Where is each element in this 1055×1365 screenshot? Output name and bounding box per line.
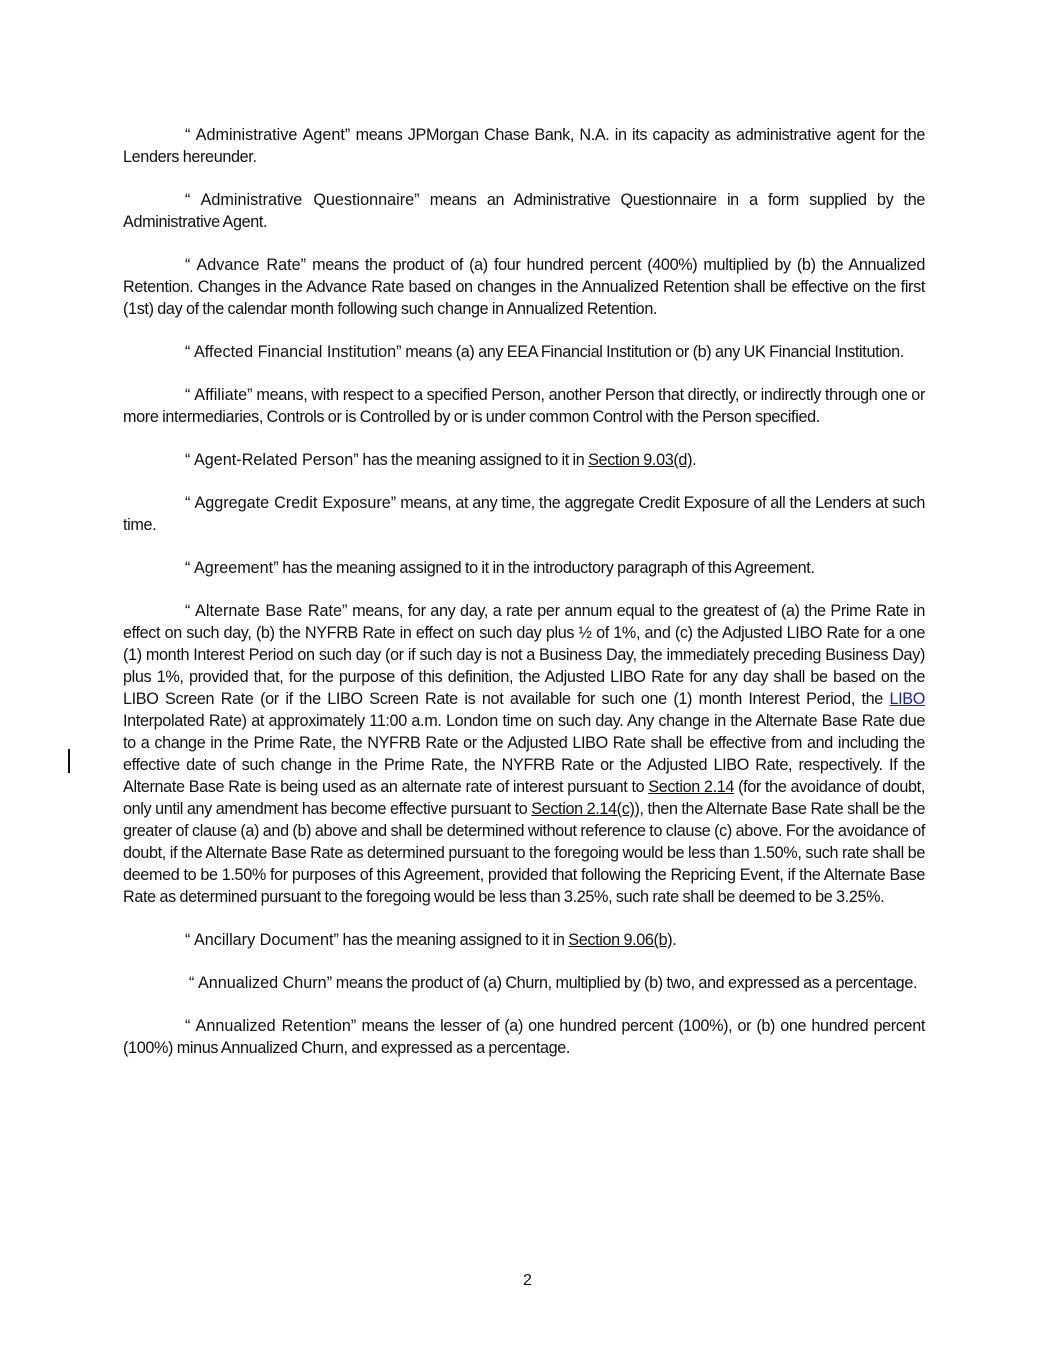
defined-term: “ Annualized Retention” [185,1017,357,1035]
section-reference: Section 2.14(c) [531,800,635,818]
definition-advance-rate [123,254,925,320]
defined-term: “ Advance Rate” [185,256,306,274]
definition-aggregate-credit-exposure [123,492,925,536]
libo-link[interactable]: LIBO [889,690,925,708]
page-number: 2 [523,1272,532,1289]
definition-text: has the meaning assigned to it in [338,931,569,949]
defined-term: “ Ancillary Document” [185,931,339,949]
definition-agent-related-person: “ Agent-Related Person” has the meaning assigned to it in Section 9.03(d). [185,451,697,469]
revision-change-bar [68,749,70,773]
definition-administrative-questionnaire [123,189,925,233]
defined-term: “ Annualized Churn” [189,974,333,992]
definition-text: has the meaning assigned to it in [358,451,589,469]
definition-text: means (a) any EEA Financial Institution or (b) any UK Financial Institution. [401,343,904,361]
section-reference: Section 2.14 [648,778,735,796]
section-reference: Section 9.06(b) [568,931,673,949]
document-page [123,124,925,1080]
definition-text: means, for any day, a rate per annum equal to the greatest of (a) the Prime Rate in effect on such day, (b) the NYFRB Rate in effect on such day plus ½ of 1%, and (c) the Adjusted LIBO Rate for a one (1) month Interest Period on such day (or if such day is not a Business Day, the immediately preceding Business Day) plus 1%, provided that, for the purpose of this definition, the Adjusted LIBO Rate for any day shall be based on the LIBO Screen Rate (or if the LIBO Screen Rate is not available for such one (1) month Interest Period, the [123,602,925,708]
defined-term: “ Alternate Base Rate” [185,602,348,620]
definition-annualized-retention [123,1015,925,1059]
defined-term: “ Administrative Agent” [185,126,351,144]
definition-administrative-agent [123,124,925,168]
section-reference: Section 9.03(d) [588,451,693,469]
defined-term: “ Administrative Questionnaire” [185,191,420,209]
definition-annualized-churn [123,972,925,994]
defined-term: “ Agent-Related Person” [185,451,359,469]
definition-affiliate [123,384,925,428]
definition-text: means the product of (a) Churn, multiplied by (b) two, and expressed as a percentage. [332,974,918,992]
definition-text: means an Administrative Questionnaire in a form supplied by the Administrative Agent. [123,191,926,231]
definition-affected-financial-institution [123,341,925,363]
defined-term: “ Aggregate Credit Exposure” [185,494,397,512]
definition-text: means, with respect to a specified Person, another Person that directly, or indirectly through one or more intermediaries, Controls or is Controlled by or is under common Control with the Person specified. [123,386,925,426]
definition-text: means JPMorgan Chase Bank, N.A. in its capacity as administrative agent for the Lenders hereunder. [123,126,926,166]
defined-term: “ Affiliate” [185,386,253,404]
definition-text: means, at any time, the aggregate Credit Exposure of all the Lenders at such time. [123,494,926,534]
definition-agreement [123,557,925,579]
defined-term: “ Agreement” [185,559,279,577]
definition-alternate-base-rate: “ Alternate Base Rate” means, for any day, a rate per annum equal to the greatest of (a) the Prime Rate in effect on such day, (b) the NYFRB Rate in effect on such day plus ½ of 1%, and (c) the Adjusted LIBO Rate for a one (1) month Interest Period on such day (or if such day is not a Business Day, the immediately preceding Business Day) plus 1%, provided that, for the purpose of this definition, the Adjusted LIBO Rate for any day shall be based on the LIBO Screen Rate (or if the LIBO Screen Rate is not available for such one (1) month Interest Period, the LIBO Interpolated Rate) at approximately 11:00 a.m. London time on such day. Any change in the Alternate Base Rate due to a change in the Prime Rate, the NYFRB Rate or the Adjusted LIBO Rate shall be effective from and including the effective date of such change in the Prime Rate, the NYFRB Rate or the Adjusted LIBO Rate, respectively. If the Alternate Base Rate is being used as an alternate rate of interest pursuant to Section 2.14 (for the avoidance of doubt, only until any amendment has become effective pursuant to Section 2.14(c)), then the Alternate Base Rate shall be the greater of clause (a) and (b) above and shall be determined without reference to clause (c) above. For the avoidance of doubt, if the Alternate Base Rate as determined pursuant to the foregoing would be less than 1.50%, such rate shall be deemed to be 1.50% for purposes of this Agreement, provided that following the Repricing Event, if the Alternate Base Rate as determined pursuant to the foregoing would be less than 3.25%, such rate shall be deemed to be 3.25%. [123,602,925,906]
definition-text: means the product of (a) four hundred percent (400%) multiplied by (b) the Annualized Retention. Changes in the Advance Rate based on changes in the Annualized Retention shall be effective on the first (1st) day of the calendar month following such change in Annualized Retention. [123,256,925,318]
defined-term: “ Affected Financial Institution” [185,343,402,361]
definition-text: means the lesser of (a) one hundred percent (100%), or (b) one hundred percent (100%) minus Annualized Churn, and expressed as a percentage. [123,1017,925,1057]
definition-ancillary-document: “ Ancillary Document” has the meaning assigned to it in Section 9.06(b). [185,931,677,949]
definition-text: has the meaning assigned to it in the introductory paragraph of this Agreement. [278,559,815,577]
